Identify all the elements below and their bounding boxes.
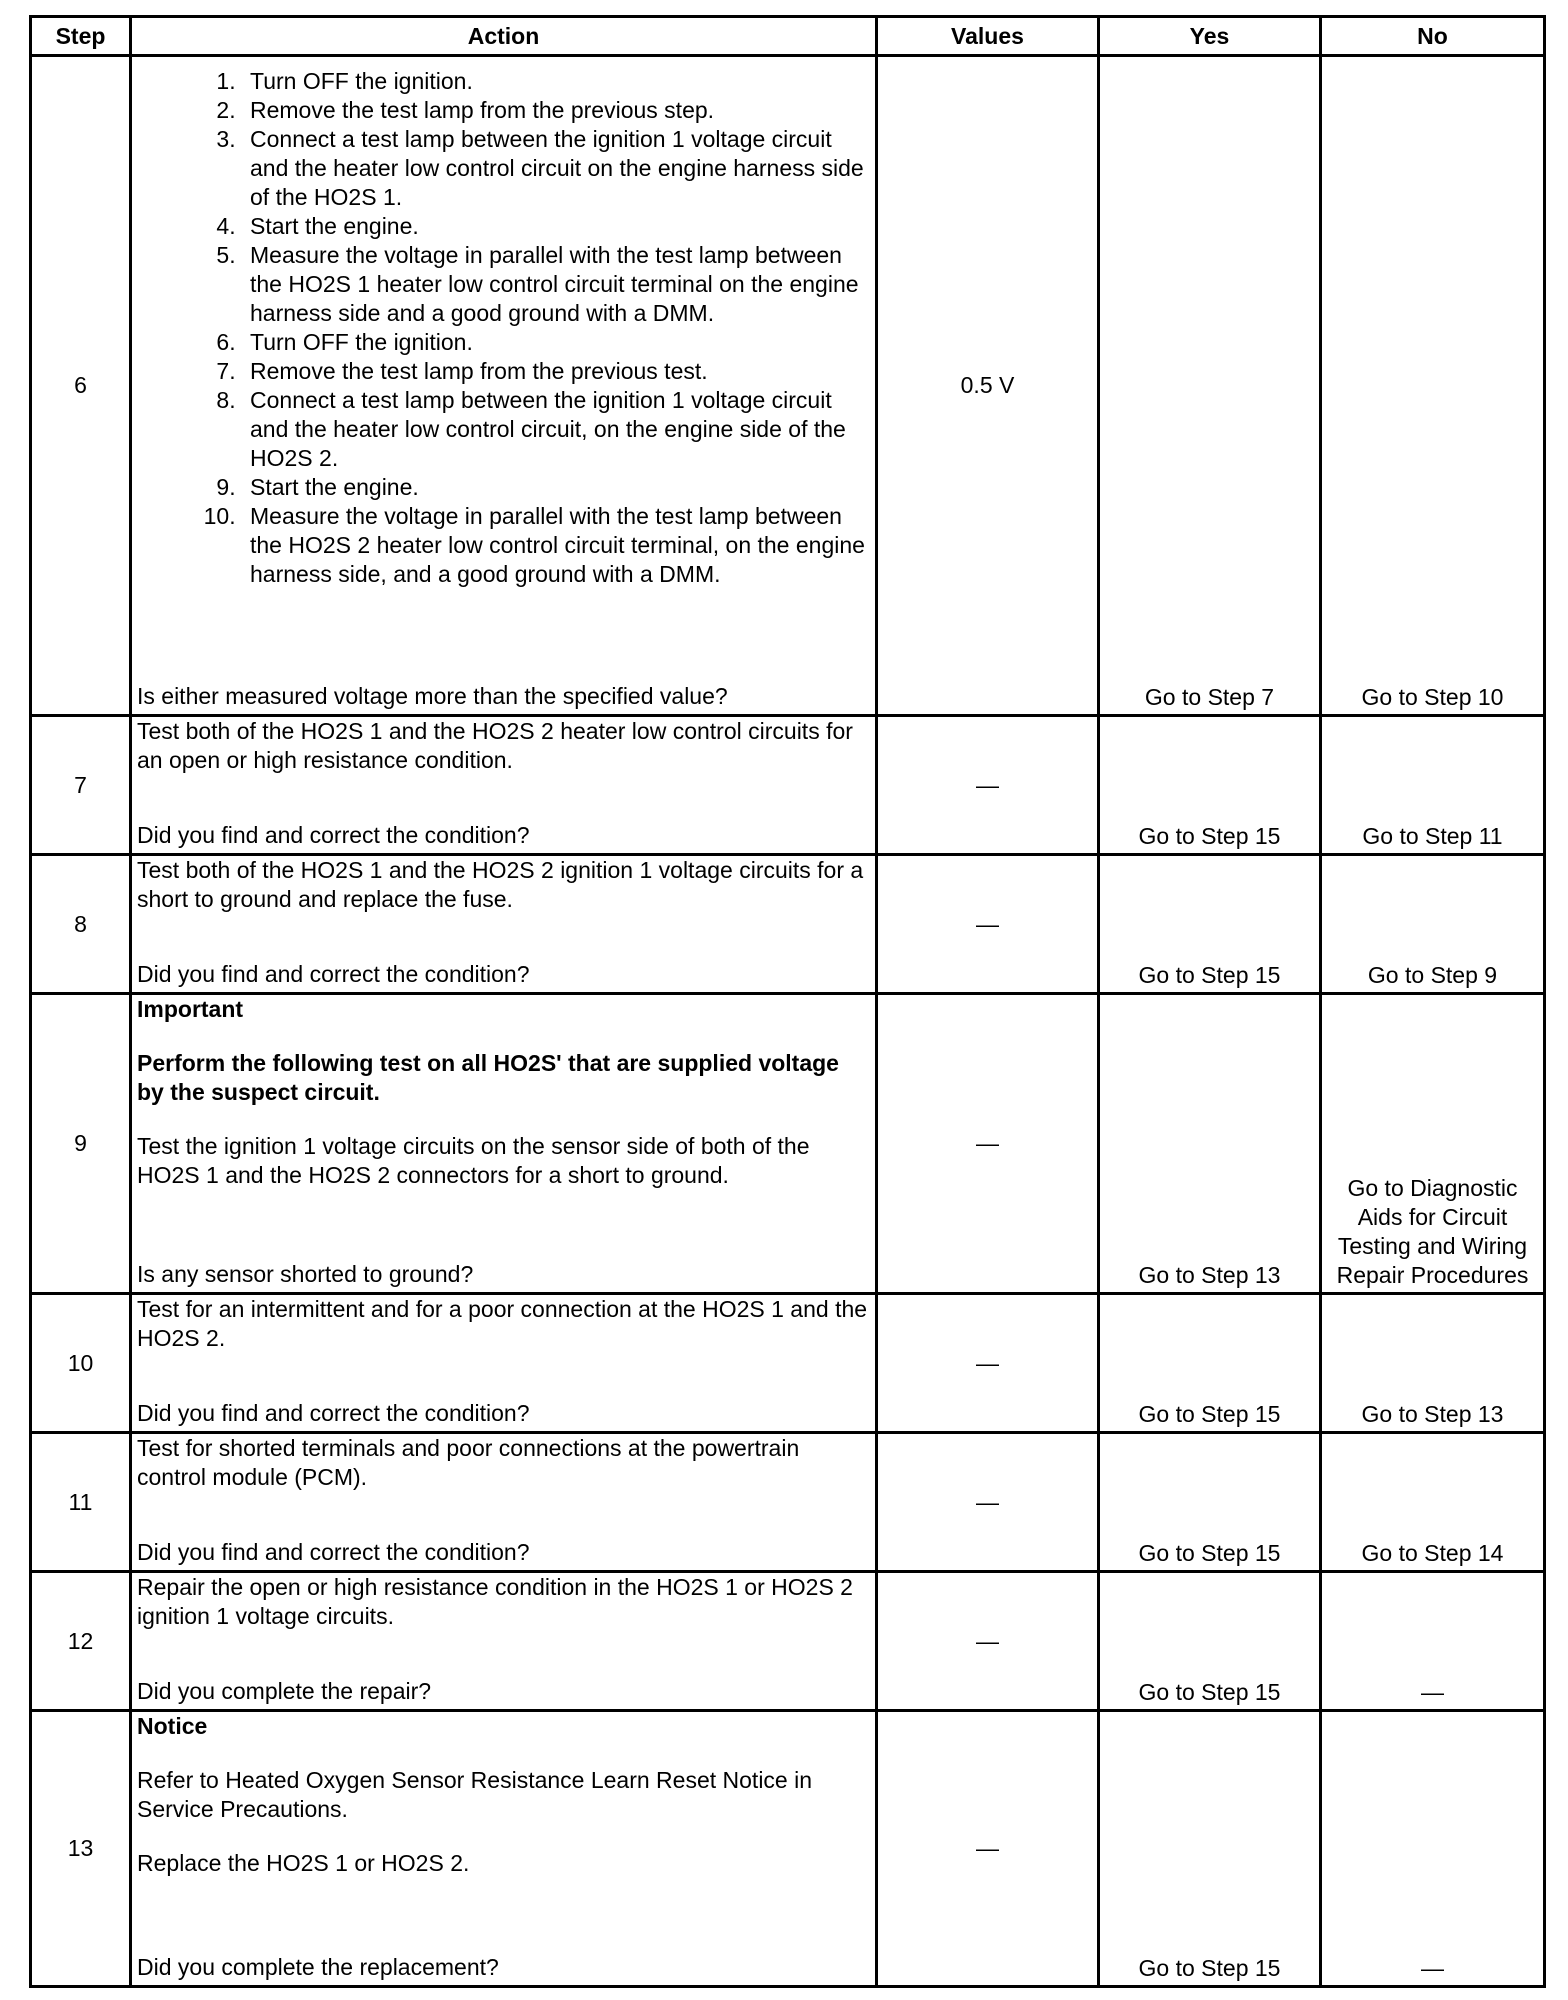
question-text: Did you find and correct the condition? [137, 822, 530, 848]
list-item: 7. Remove the test lamp from the previous test. [242, 357, 870, 386]
notice-heading: Notice [137, 1713, 208, 1739]
question-text: Did you complete the repair? [137, 1678, 432, 1704]
yes-cell: Go to Step 13 [1099, 994, 1321, 1294]
action-text: Test for shorted terminals and poor connections at the powertrain control module (PCM). [137, 1435, 800, 1490]
yes-cell: Go to Step 15 [1099, 1294, 1321, 1433]
notice-text: Refer to Heated Oxygen Sensor Resistance Learn Reset Notice in Service Precautions. [137, 1767, 813, 1822]
list-item: 6. Turn OFF the ignition. [242, 328, 870, 357]
question-text: Did you complete the replacement? [137, 1954, 499, 1980]
list-item: 9. Start the engine. [242, 473, 870, 502]
question-text: Is either measured voltage more than the specified value? [137, 683, 728, 709]
yes-cell: Go to Step 15 [1099, 716, 1321, 855]
table-row [31, 1711, 1545, 1987]
diagnostic-table [29, 15, 1546, 1988]
action-text: Test the ignition 1 voltage circuits on the sensor side of both of the HO2S 1 and the HO2S 2 connectors for a short to ground. [137, 1133, 810, 1188]
no-cell: Go to Step 9 [1321, 855, 1545, 994]
yes-cell: Go to Step 7 [1099, 56, 1321, 716]
yes-cell: Go to Step 15 [1099, 1572, 1321, 1711]
question-text: Is any sensor shorted to ground? [137, 1261, 474, 1287]
action-cell [131, 56, 877, 716]
yes-cell: Go to Step 15 [1099, 1433, 1321, 1572]
no-cell: — [1321, 1572, 1545, 1711]
action-text: Test both of the HO2S 1 and the HO2S 2 ignition 1 voltage circuits for a short to ground and replace the fuse. [137, 857, 864, 912]
table-row [31, 855, 1545, 994]
values-cell: 0.5 V [877, 56, 1099, 716]
list-item: 8. Connect a test lamp between the ignition 1 voltage circuit and the heater low control circuit, on the engine side of the HO2S 2. [242, 386, 870, 473]
no-cell: Go to Diagnostic Aids for Circuit Testing and Wiring Repair Procedures [1321, 994, 1545, 1294]
values-cell: — [877, 716, 1099, 855]
action-cell [131, 1572, 877, 1711]
no-cell: — [1321, 1711, 1545, 1987]
step-number: 7 [31, 716, 131, 855]
table-row [31, 1572, 1545, 1711]
values-cell: — [877, 1294, 1099, 1433]
step-number: 8 [31, 855, 131, 994]
step-number: 10 [31, 1294, 131, 1433]
action-cell [131, 1433, 877, 1572]
question-text: Did you find and correct the condition? [137, 1400, 530, 1426]
action-text: Repair the open or high resistance condition in the HO2S 1 or HO2S 2 ignition 1 voltage circuits. [137, 1574, 853, 1629]
header-no: No [1321, 17, 1545, 56]
question-text: Did you find and correct the condition? [137, 1539, 530, 1565]
yes-cell: Go to Step 15 [1099, 855, 1321, 994]
list-item: 5. Measure the voltage in parallel with the test lamp between the HO2S 1 heater low control circuit terminal on the engine harness side and a good ground with a DMM. [242, 241, 870, 328]
diagnostic-table-container [29, 15, 1543, 1988]
action-cell [131, 994, 877, 1294]
header-yes: Yes [1099, 17, 1321, 56]
step-number: 12 [31, 1572, 131, 1711]
no-cell: Go to Step 10 [1321, 56, 1545, 716]
values-cell: — [877, 1711, 1099, 1987]
action-text: Test both of the HO2S 1 and the HO2S 2 heater low control circuits for an open or high resistance condition. [137, 718, 853, 773]
table-row [31, 1433, 1545, 1572]
yes-cell: Go to Step 15 [1099, 1711, 1321, 1987]
action-text: Replace the HO2S 1 or HO2S 2. [137, 1850, 470, 1876]
values-cell: — [877, 1433, 1099, 1572]
step-number: 9 [31, 994, 131, 1294]
action-text: Test for an intermittent and for a poor connection at the HO2S 1 and the HO2S 2. [137, 1296, 868, 1351]
important-text: Perform the following test on all HO2S' that are supplied voltage by the suspect circuit. [137, 1050, 839, 1105]
important-heading: Important [137, 996, 244, 1022]
table-row [31, 716, 1545, 855]
table-row [31, 56, 1545, 716]
header-values: Values [877, 17, 1099, 56]
header-step: Step [31, 17, 131, 56]
no-cell: Go to Step 11 [1321, 716, 1545, 855]
step-number: 11 [31, 1433, 131, 1572]
values-cell: — [877, 1572, 1099, 1711]
values-cell: — [877, 855, 1099, 994]
list-item: 2. Remove the test lamp from the previous step. [242, 96, 870, 125]
action-cell [131, 855, 877, 994]
table-header-row [31, 17, 1545, 56]
no-cell: Go to Step 14 [1321, 1433, 1545, 1572]
step-number: 13 [31, 1711, 131, 1987]
table-row [31, 1294, 1545, 1433]
table-row [31, 994, 1545, 1294]
values-cell: — [877, 994, 1099, 1294]
list-item: 10. Measure the voltage in parallel with the test lamp between the HO2S 2 heater low control circuit terminal, on the engine harness side, and a good ground with a DMM. [242, 502, 870, 589]
no-cell: Go to Step 13 [1321, 1294, 1545, 1433]
list-item: 4. Start the engine. [242, 212, 870, 241]
list-item: 3. Connect a test lamp between the ignition 1 voltage circuit and the heater low control circuit on the engine harness side of the HO2S 1. [242, 125, 870, 212]
step-number: 6 [31, 56, 131, 716]
action-cell [131, 1294, 877, 1433]
procedure-list [137, 67, 870, 589]
question-text: Did you find and correct the condition? [137, 961, 530, 987]
list-item: 1. Turn OFF the ignition. [242, 67, 870, 96]
header-action: Action [131, 17, 877, 56]
action-cell [131, 716, 877, 855]
action-cell [131, 1711, 877, 1987]
